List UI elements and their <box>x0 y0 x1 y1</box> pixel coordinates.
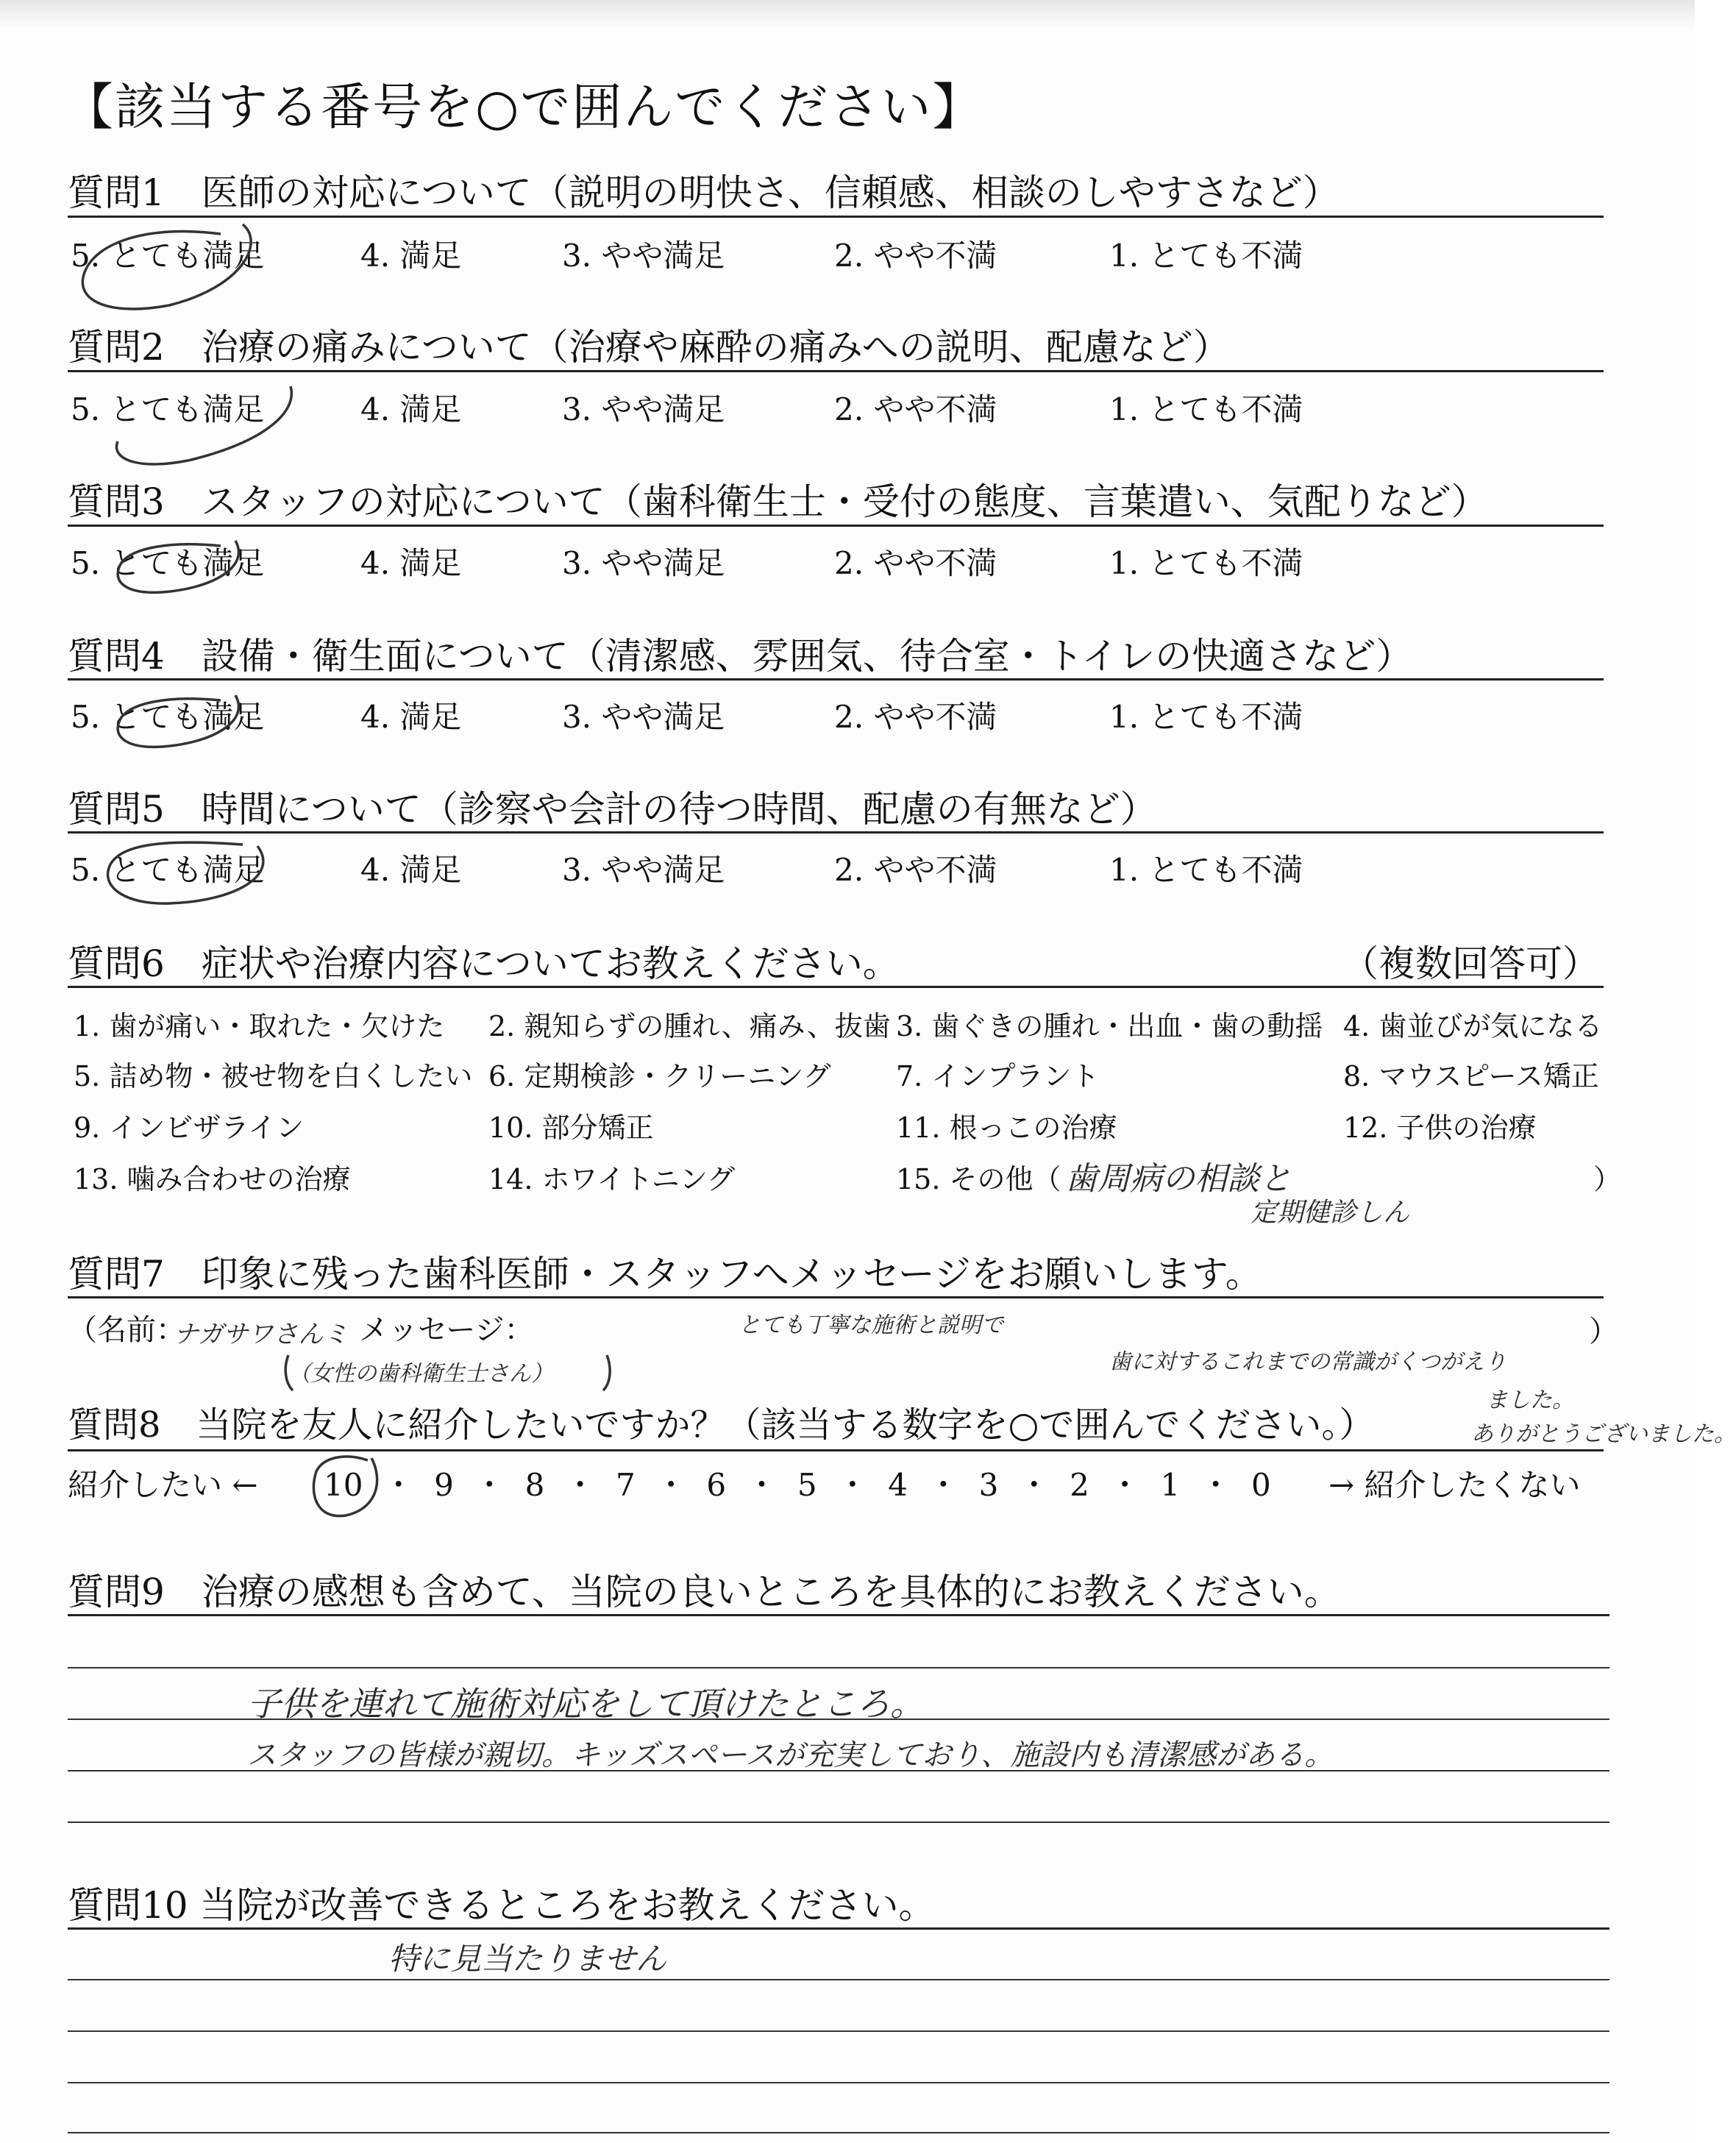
rule-q4 <box>68 678 1604 680</box>
q6-option-15[interactable]: 15. その他（ <box>896 1163 1061 1195</box>
q2-option-3[interactable]: 3. やや満足 <box>562 391 725 427</box>
question-2: 質問2 治療の痛みについて（治療や麻酔の痛みへの説明、配慮など） <box>68 326 1230 369</box>
q6-option-7[interactable]: 7. インプラント <box>896 1060 1100 1092</box>
q8-left-label: 紹介したい ← <box>68 1467 258 1503</box>
q1-option-3[interactable]: 3. やや満足 <box>562 238 725 274</box>
q3-option-5[interactable]: 5. とても満足 <box>71 545 265 581</box>
q6-option-4[interactable]: 4. 歯並びが気になる <box>1343 1010 1603 1042</box>
q1-option-1[interactable]: 1. とても不満 <box>1109 238 1303 274</box>
q3-option-1[interactable]: 1. とても不満 <box>1109 545 1303 581</box>
q6-option-11[interactable]: 11. 根っこの治療 <box>896 1112 1117 1144</box>
q3-option-3[interactable]: 3. やや満足 <box>562 545 725 581</box>
question-9: 質問9 治療の感想も含めて、当院の良いところを具体的にお教えください。 <box>68 1571 1341 1613</box>
q8-right-label: → 紹介したくない <box>1328 1467 1581 1503</box>
q6-option-13[interactable]: 13. 噛み合わせの治療 <box>74 1163 351 1195</box>
q4-option-5[interactable]: 5. とても満足 <box>71 699 265 735</box>
rule-q3 <box>68 525 1604 527</box>
q5-option-1[interactable]: 1. とても不満 <box>1109 852 1303 888</box>
rule-q7 <box>68 1296 1604 1298</box>
rule-q5 <box>68 831 1604 834</box>
q7-message-label: メッセージ： <box>359 1313 534 1347</box>
q6-multiple-note: （複数回答可） <box>1342 942 1599 985</box>
q7-message-handwriting-3: ました。 <box>1486 1387 1574 1413</box>
q6-other-handwriting-2: 定期健診しん <box>1251 1198 1410 1228</box>
q7-close: ） <box>1589 1315 1618 1348</box>
q10-answer-handwriting: 特に見当たりません <box>388 1941 667 1977</box>
rule-q1 <box>68 216 1604 218</box>
q6-option-3[interactable]: 3. 歯ぐきの腫れ・出血・歯の動揺 <box>896 1010 1323 1042</box>
question-8: 質問8 当院を友人に紹介したいですか？（該当する数字を○で囲んでください。） <box>68 1404 1375 1446</box>
q1-option-2[interactable]: 2. やや不満 <box>834 238 997 274</box>
q4-option-4[interactable]: 4. 満足 <box>360 699 462 735</box>
form-title: 【該当する番号を○で囲んでください】 <box>63 79 984 137</box>
q4-option-1[interactable]: 1. とても不満 <box>1109 699 1303 735</box>
q6-option-6[interactable]: 6. 定期検診・クリーニング <box>488 1060 831 1092</box>
rule-q9-5 <box>68 1822 1609 1823</box>
q5-option-3[interactable]: 3. やや満足 <box>562 852 725 888</box>
q7-message-handwriting-2: 歯に対するこれまでの常識がくつがえり <box>1109 1349 1506 1375</box>
q2-option-5[interactable]: 5. とても満足 <box>71 391 265 427</box>
q7-name-handwriting: ナガサワさんミ <box>174 1320 349 1349</box>
question-3: 質問3 スタッフの対応について（歯科衛生士・受付の態度、言葉遣い、気配りなど） <box>68 480 1488 523</box>
q7-name-note-handwriting: （女性の歯科衛生士さん） <box>288 1361 553 1387</box>
rule-q10-4 <box>68 2082 1609 2083</box>
q6-option-8[interactable]: 8. マウスピース矯正 <box>1343 1060 1599 1092</box>
q2-option-1[interactable]: 1. とても不満 <box>1109 391 1303 427</box>
q3-option-4[interactable]: 4. 満足 <box>360 545 462 581</box>
q6-option-14[interactable]: 14. ホワイトニング <box>488 1163 736 1195</box>
rule-q8 <box>68 1449 1604 1451</box>
q6-other-handwriting-1: 歯周病の相談と <box>1065 1160 1292 1198</box>
rule-q6 <box>68 986 1604 988</box>
q1-option-4[interactable]: 4. 満足 <box>360 238 462 274</box>
rule-q2 <box>68 370 1604 372</box>
q6-option-5[interactable]: 5. 詰め物・被せ物を白くしたい <box>74 1060 473 1092</box>
q5-option-2[interactable]: 2. やや不満 <box>834 852 997 888</box>
q2-option-2[interactable]: 2. やや不満 <box>834 391 997 427</box>
q6-option-2[interactable]: 2. 親知らずの腫れ、痛み、抜歯 <box>488 1010 891 1042</box>
question-1: 質問1 医師の対応について（説明の明快さ、信頼感、相談のしやすさなど） <box>68 171 1340 214</box>
question-6: 質問6 症状や治療内容についてお教えください。 <box>68 942 900 985</box>
q3-option-2[interactable]: 2. やや不満 <box>834 545 997 581</box>
rule-q9-1 <box>68 1614 1609 1616</box>
rule-q10-2 <box>68 1979 1609 1980</box>
q6-other-close: ） <box>1593 1163 1622 1195</box>
rule-q10-3 <box>68 2030 1609 2032</box>
question-4: 質問4 設備・衛生面について（清潔感、雰囲気、待合室・トイレの快適さなど） <box>68 635 1413 678</box>
q9-answer-handwriting-1: 子供を連れて施術対応をして頂けたところ。 <box>247 1684 924 1724</box>
q7-name-label: （名前： <box>68 1313 185 1347</box>
q4-option-3[interactable]: 3. やや満足 <box>562 699 725 735</box>
question-7: 質問7 印象に残った歯科医師・スタッフへメッセージをお願いします。 <box>68 1253 1262 1296</box>
q7-message-handwriting-1: とても丁寧な施術と説明で <box>739 1312 1003 1338</box>
q1-option-5[interactable]: 5. とても満足 <box>71 238 265 274</box>
q5-option-4[interactable]: 4. 満足 <box>360 852 462 888</box>
q6-option-1[interactable]: 1. 歯が痛い・取れた・欠けた <box>74 1010 445 1042</box>
q4-option-2[interactable]: 2. やや不満 <box>834 699 997 735</box>
q5-option-5[interactable]: 5. とても満足 <box>71 852 265 888</box>
q8-scale[interactable]: 10 ・ 9 ・ 8 ・ 7 ・ 6 ・ 5 ・ 4 ・ 3 ・ 2 ・ 1 ・ 0 <box>324 1467 1271 1503</box>
scan-edge <box>0 0 1695 28</box>
q7-message-handwriting-4: ありがとうございました。 <box>1471 1421 1736 1447</box>
q2-option-4[interactable]: 4. 満足 <box>360 391 462 427</box>
q9-answer-handwriting-2: スタッフの皆様が親切。キッズスペースが充実しており、施設内も清潔感がある。 <box>247 1738 1334 1772</box>
rule-q10-1 <box>68 1927 1609 1930</box>
rule-q9-2 <box>68 1667 1609 1668</box>
rule-q10-5 <box>68 2132 1609 2133</box>
question-10: 質問10 当院が改善できるところをお教えください。 <box>68 1884 936 1927</box>
q6-option-10[interactable]: 10. 部分矯正 <box>488 1112 654 1144</box>
question-5: 質問5 時間について（診察や会計の待つ時間、配慮の有無など） <box>68 788 1157 831</box>
q6-option-12[interactable]: 12. 子供の治療 <box>1343 1112 1537 1144</box>
q6-option-9[interactable]: 9. インビザライン <box>74 1112 305 1144</box>
